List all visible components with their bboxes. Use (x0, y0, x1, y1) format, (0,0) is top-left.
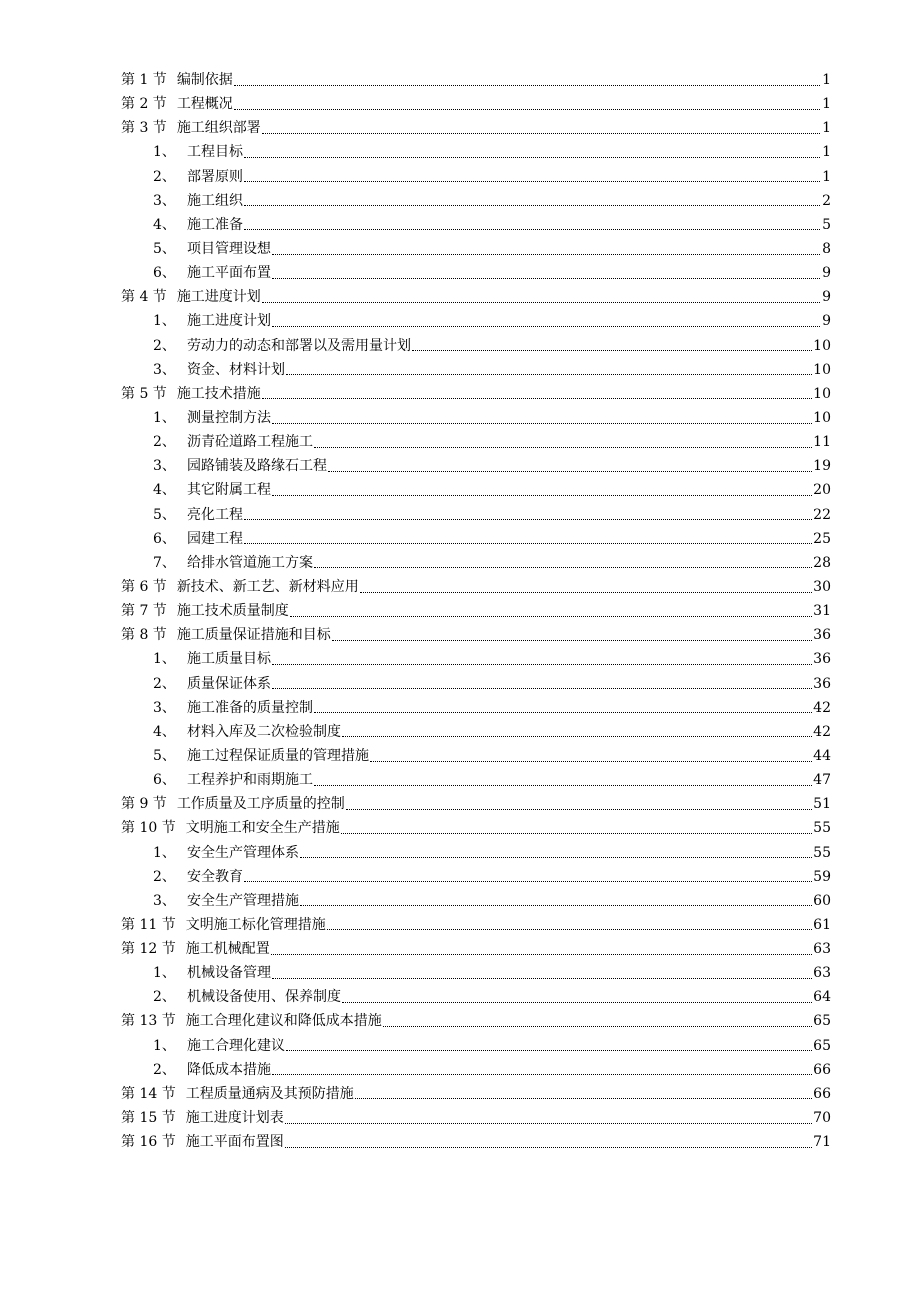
dot-leader (342, 1001, 812, 1003)
toc-page-number: 9 (822, 265, 831, 282)
toc-section-entry[interactable] (121, 913, 831, 937)
toc-subsection-entry[interactable] (121, 165, 831, 189)
toc-page-number: 55 (813, 844, 831, 861)
toc-subsection-entry[interactable] (121, 454, 831, 478)
toc-entry-title: 文明施工和安全生产措施 (185, 820, 340, 837)
toc-entry-title: 施工合理化建议 (187, 1037, 285, 1054)
toc-subsection-entry[interactable] (121, 647, 831, 671)
toc-subsection-entry[interactable] (121, 261, 831, 285)
toc-subsection-entry[interactable] (121, 358, 831, 382)
toc-entry-title: 安全教育 (187, 868, 243, 885)
dot-leader (328, 470, 812, 472)
toc-entry-title: 施工准备的质量控制 (187, 699, 313, 716)
dot-leader (272, 422, 812, 424)
toc-subsection-entry[interactable] (121, 1058, 831, 1082)
toc-page-number: 10 (813, 409, 831, 426)
toc-page-number: 59 (813, 868, 831, 885)
toc-entry-number: 6、 (153, 772, 176, 789)
toc-section-entry[interactable] (121, 937, 831, 961)
toc-entry-number: 第 10 节 (121, 820, 176, 837)
dot-leader (341, 832, 812, 834)
toc-page-number: 28 (813, 554, 831, 571)
toc-entry-title: 亮化工程 (187, 506, 243, 523)
toc-entry-title: 新技术、新工艺、新材料应用 (176, 578, 359, 595)
toc-entry-title: 工程质量通病及其预防措施 (185, 1085, 354, 1102)
dot-leader (355, 1097, 812, 1099)
toc-subsection-entry[interactable] (121, 672, 831, 696)
toc-entry-number: 第 1 节 (121, 72, 167, 88)
toc-entry-title: 施工准备 (187, 216, 243, 233)
toc-page-number: 65 (813, 1013, 831, 1030)
toc-subsection-entry[interactable] (121, 865, 831, 889)
toc-subsection-entry[interactable] (121, 889, 831, 913)
toc-subsection-entry[interactable] (121, 140, 831, 164)
toc-entry-title: 材料入库及二次检验制度 (187, 723, 341, 740)
toc-subsection-entry[interactable] (121, 406, 831, 430)
toc-entry-number: 3、 (153, 192, 176, 209)
toc-entry-title: 施工平面布置 (187, 265, 271, 282)
dot-leader (271, 953, 812, 955)
toc-section-entry[interactable] (121, 1130, 831, 1154)
toc-entry-title: 工程目标 (187, 144, 243, 161)
toc-section-entry[interactable] (121, 116, 831, 140)
toc-subsection-entry[interactable] (121, 527, 831, 551)
dot-leader (244, 204, 820, 206)
toc-entry-number: 第 11 节 (121, 916, 176, 933)
toc-page-number: 66 (813, 1061, 831, 1078)
toc-subsection-entry[interactable] (121, 744, 831, 768)
toc-entry-number: 第 15 节 (121, 1110, 176, 1127)
toc-entry-number: 6、 (153, 265, 176, 282)
toc-page-number: 30 (813, 578, 831, 595)
dot-leader (272, 277, 820, 279)
toc-page-number: 60 (813, 892, 831, 909)
toc-page-number: 9 (822, 289, 831, 306)
table-of-contents (121, 68, 831, 1154)
dot-leader (272, 663, 812, 665)
dot-leader (244, 156, 820, 158)
toc-entry-number: 2、 (153, 675, 176, 692)
toc-page-number: 8 (822, 240, 831, 257)
toc-entry-number: 第 14 节 (121, 1085, 176, 1102)
toc-page-number: 63 (813, 941, 831, 958)
dot-leader (286, 373, 812, 375)
toc-entry-number: 5、 (153, 747, 176, 764)
toc-page-number: 1 (822, 96, 831, 113)
dot-leader (290, 615, 812, 617)
toc-entry-title: 施工技术措施 (176, 385, 261, 402)
toc-page-number: 20 (813, 482, 831, 499)
dot-leader (234, 108, 820, 110)
toc-entry-title: 劳动力的动态和部署以及需用量计划 (187, 337, 411, 354)
dot-leader (300, 904, 812, 906)
toc-section-entry[interactable] (121, 68, 831, 92)
toc-entry-number: 7、 (153, 554, 176, 571)
toc-page-number: 36 (813, 651, 831, 668)
dot-leader (244, 180, 820, 182)
toc-entry-number: 1、 (153, 1037, 176, 1054)
toc-subsection-entry[interactable] (121, 985, 831, 1009)
toc-page-number: 2 (822, 192, 831, 209)
toc-page-number: 9 (822, 313, 831, 330)
dot-leader (262, 397, 812, 399)
toc-page-number: 36 (813, 627, 831, 644)
toc-entry-number: 2、 (153, 1061, 176, 1078)
toc-section-entry[interactable] (121, 1082, 831, 1106)
toc-page-number: 5 (822, 216, 831, 233)
toc-entry-number: 2、 (153, 337, 176, 354)
toc-entry-number: 2、 (153, 868, 176, 885)
toc-entry-number: 第 3 节 (121, 120, 167, 137)
toc-entry-title: 降低成本措施 (187, 1061, 271, 1078)
dot-leader (412, 349, 812, 351)
toc-subsection-entry[interactable] (121, 309, 831, 333)
dot-leader (314, 446, 812, 448)
toc-entry-title: 施工组织部署 (176, 120, 261, 137)
dot-leader (244, 542, 812, 544)
toc-page-number: 22 (813, 506, 831, 523)
dot-leader (285, 1122, 812, 1124)
dot-leader (314, 784, 812, 786)
toc-entry-title: 施工质量目标 (187, 651, 271, 668)
toc-page-number: 66 (813, 1085, 831, 1102)
dot-leader (327, 928, 812, 930)
toc-entry-number: 2、 (153, 989, 176, 1006)
toc-page-number: 10 (813, 385, 831, 402)
toc-page-number: 19 (813, 458, 831, 475)
toc-entry-title: 园路铺装及路缘石工程 (187, 458, 327, 475)
toc-page-number: 63 (813, 965, 831, 982)
dot-leader (262, 301, 820, 303)
toc-page-number: 42 (813, 699, 831, 716)
toc-entry-title: 施工合理化建议和降低成本措施 (185, 1013, 382, 1030)
toc-entry-title: 施工平面布置图 (185, 1134, 284, 1151)
toc-subsection-entry[interactable] (121, 768, 831, 792)
toc-entry-title: 施工技术质量制度 (176, 603, 289, 620)
toc-entry-title: 给排水管道施工方案 (187, 554, 313, 571)
dot-leader (383, 1025, 812, 1027)
toc-entry-number: 3、 (153, 361, 176, 378)
dot-leader (314, 566, 812, 568)
toc-entry-number: 5、 (153, 240, 176, 257)
toc-entry-title: 测量控制方法 (187, 409, 271, 426)
toc-entry-title: 施工机械配置 (185, 941, 270, 958)
toc-section-entry[interactable] (121, 623, 831, 647)
toc-subsection-entry[interactable] (121, 478, 831, 502)
dot-leader (244, 228, 820, 230)
toc-page-number: 71 (813, 1134, 831, 1151)
dot-leader (360, 591, 812, 593)
dot-leader (346, 808, 812, 810)
dot-leader (272, 977, 812, 979)
toc-subsection-entry[interactable] (121, 696, 831, 720)
toc-entry-title: 工作质量及工序质量的控制 (176, 796, 345, 813)
toc-entry-number: 2、 (153, 168, 176, 185)
toc-entry-title: 工程概况 (176, 96, 233, 113)
toc-entry-number: 3、 (153, 892, 176, 909)
toc-entry-title: 资金、材料计划 (187, 361, 285, 378)
dot-leader (272, 494, 812, 496)
toc-page-number: 55 (813, 820, 831, 837)
toc-page-number: 61 (813, 916, 831, 933)
toc-entry-number: 3、 (153, 699, 176, 716)
toc-entry-number: 第 5 节 (121, 385, 167, 402)
toc-entry-number: 第 12 节 (121, 941, 176, 958)
toc-subsection-entry[interactable] (121, 430, 831, 454)
toc-subsection-entry[interactable] (121, 720, 831, 744)
toc-entry-number: 第 4 节 (121, 289, 167, 306)
dot-leader (272, 1073, 812, 1075)
dot-leader (272, 325, 820, 327)
toc-entry-title: 文明施工标化管理措施 (185, 916, 326, 933)
toc-page-number: 11 (813, 434, 831, 451)
toc-entry-title: 施工进度计划表 (185, 1110, 284, 1127)
toc-subsection-entry[interactable] (121, 213, 831, 237)
toc-section-entry[interactable] (121, 816, 831, 840)
toc-page-number: 1 (822, 72, 831, 88)
toc-page-number: 1 (822, 120, 831, 137)
toc-entry-number: 6、 (153, 530, 176, 547)
dot-leader (262, 132, 820, 134)
toc-entry-title: 安全生产管理体系 (187, 844, 299, 861)
toc-page-number: 64 (813, 989, 831, 1006)
toc-section-entry[interactable] (121, 792, 831, 816)
toc-page-number: 42 (813, 723, 831, 740)
toc-entry-title: 部署原则 (187, 168, 243, 185)
toc-entry-title: 质量保证体系 (187, 675, 271, 692)
toc-entry-title: 施工进度计划 (187, 313, 271, 330)
toc-entry-title: 施工过程保证质量的管理措施 (187, 747, 369, 764)
dot-leader (285, 1146, 812, 1148)
toc-entry-title: 施工质量保证措施和目标 (176, 627, 331, 644)
dot-leader (342, 735, 812, 737)
toc-entry-number: 4、 (153, 482, 176, 499)
toc-subsection-entry[interactable] (121, 189, 831, 213)
toc-page-number: 25 (813, 530, 831, 547)
toc-page-number: 31 (813, 603, 831, 620)
toc-entry-title: 机械设备使用、保养制度 (187, 989, 341, 1006)
toc-subsection-entry[interactable] (121, 961, 831, 985)
toc-subsection-entry[interactable] (121, 503, 831, 527)
toc-entry-number: 1、 (153, 409, 176, 426)
toc-section-entry[interactable] (121, 285, 831, 309)
toc-entry-title: 施工组织 (187, 192, 243, 209)
toc-section-entry[interactable] (121, 1106, 831, 1130)
toc-page-number: 47 (813, 772, 831, 789)
toc-entry-number: 1、 (153, 144, 176, 161)
dot-leader (272, 687, 812, 689)
toc-page-number: 51 (813, 796, 831, 813)
dot-leader (244, 880, 812, 882)
toc-page-number: 1 (822, 144, 831, 161)
toc-entry-title: 施工进度计划 (176, 289, 261, 306)
toc-entry-number: 第 7 节 (121, 603, 167, 620)
toc-entry-number: 3、 (153, 458, 176, 475)
dot-leader (300, 856, 812, 858)
toc-entry-number: 第 6 节 (121, 578, 167, 595)
dot-leader (332, 639, 812, 641)
toc-section-entry[interactable] (121, 599, 831, 623)
toc-page-number: 1 (822, 168, 831, 185)
toc-entry-title: 安全生产管理措施 (187, 892, 299, 909)
toc-entry-number: 2、 (153, 434, 176, 451)
dot-leader (286, 1049, 812, 1051)
toc-page-number: 10 (813, 337, 831, 354)
toc-entry-number: 4、 (153, 723, 176, 740)
toc-page-number: 70 (813, 1110, 831, 1127)
toc-subsection-entry[interactable] (121, 237, 831, 261)
toc-subsection-entry[interactable] (121, 551, 831, 575)
toc-entry-number: 1、 (153, 313, 176, 330)
toc-page-number: 36 (813, 675, 831, 692)
toc-entry-title: 编制依据 (176, 72, 233, 88)
dot-leader (314, 711, 812, 713)
toc-entry-number: 第 9 节 (121, 796, 167, 813)
toc-entry-number: 1、 (153, 651, 176, 668)
toc-entry-title: 机械设备管理 (187, 965, 271, 982)
toc-subsection-entry[interactable] (121, 841, 831, 865)
toc-entry-number: 4、 (153, 216, 176, 233)
dot-leader (272, 253, 820, 255)
toc-entry-title: 工程养护和雨期施工 (187, 772, 313, 789)
toc-entry-number: 1、 (153, 965, 176, 982)
toc-entry-number: 第 13 节 (121, 1013, 176, 1030)
dot-leader (244, 518, 812, 520)
toc-entry-number: 1、 (153, 844, 176, 861)
toc-section-entry[interactable] (121, 92, 831, 116)
toc-subsection-entry[interactable] (121, 334, 831, 358)
toc-subsection-entry[interactable] (121, 1034, 831, 1058)
toc-page-number: 65 (813, 1037, 831, 1054)
dot-leader (234, 84, 820, 86)
toc-entry-title: 其它附属工程 (187, 482, 271, 499)
toc-entry-number: 第 8 节 (121, 627, 167, 644)
toc-page-number: 10 (813, 361, 831, 378)
toc-entry-title: 沥青砼道路工程施工 (187, 434, 313, 451)
toc-entry-number: 第 16 节 (121, 1134, 176, 1151)
toc-entry-title: 项目管理设想 (187, 240, 271, 257)
toc-section-entry[interactable] (121, 382, 831, 406)
toc-section-entry[interactable] (121, 1009, 831, 1033)
toc-entry-title: 园建工程 (187, 530, 243, 547)
dot-leader (370, 760, 812, 762)
toc-section-entry[interactable] (121, 575, 831, 599)
toc-page-number: 44 (813, 747, 831, 764)
toc-entry-number: 第 2 节 (121, 96, 167, 113)
toc-entry-number: 5、 (153, 506, 176, 523)
